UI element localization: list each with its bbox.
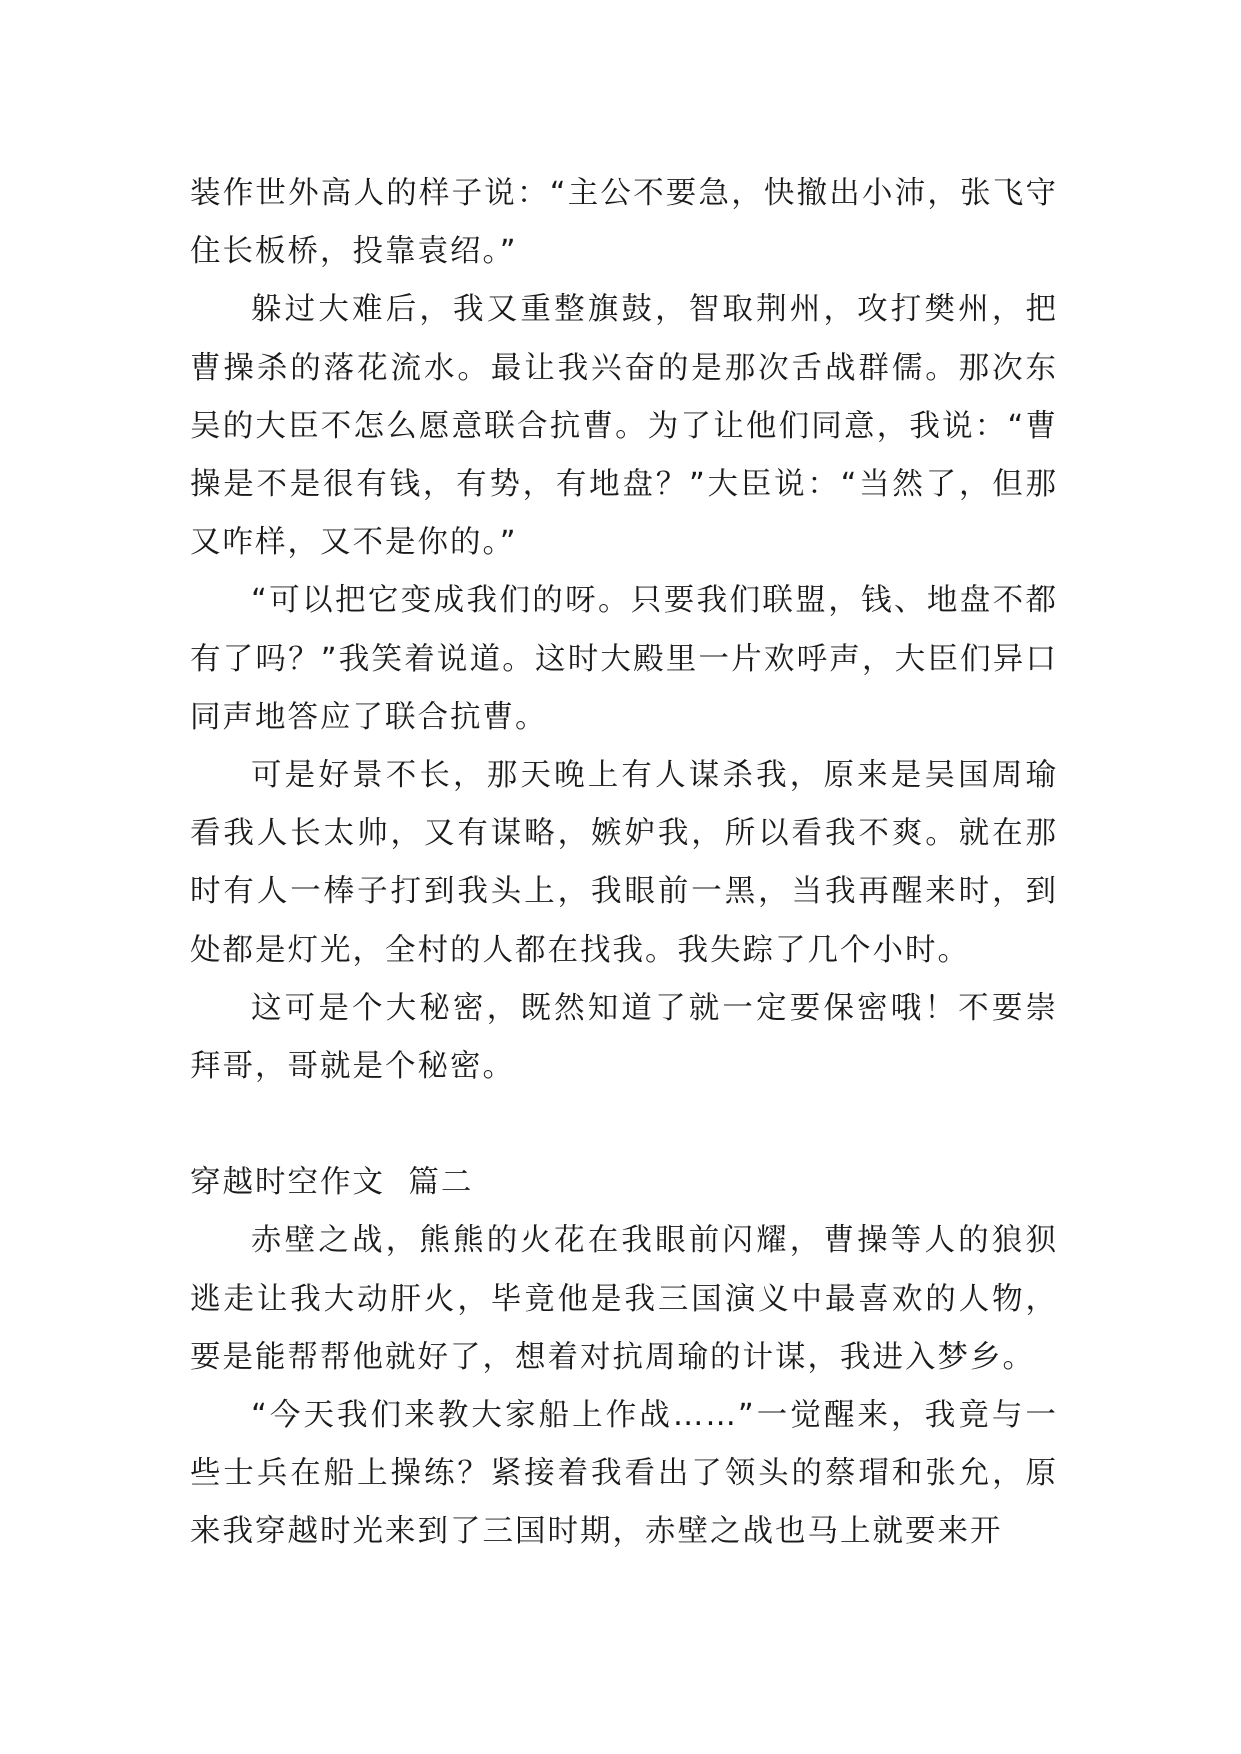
paragraph: 这可是个大秘密，既然知道了就一定要保密哦！不要崇拜哥，哥就是个秘密。 — [190, 990, 1058, 1085]
paragraph: 可是好景不长，那天晚上有人谋杀我，原来是吴国周瑜看我人长太帅，又有谋略，嫉妒我，所以看我不爽。就在那时有人一棒子打到我头上，我眼前一黑，当我再醒来时，到处都是灯光，全村的人都在找我。我失踪了几个小时。 — [190, 758, 1058, 968]
section-spacer — [190, 1096, 1058, 1154]
paragraph: “今天我们来教大家船上作战……”一觉醒来，我竟与一些士兵在船上操练？紧接着我看出了领头的蔡瑁和张允，原来我穿越时光来到了三国时期，赤壁之战也马上就要来开 — [190, 1398, 1058, 1550]
document-body — [190, 165, 1058, 1562]
section-title: 穿越时空作文 篇二 — [190, 1165, 474, 1201]
paragraph: “可以把它变成我们的呀。只要我们联盟，钱、地盘不都有了吗？”我笑着说道。这时大殿里一片欢呼声，大臣们异口同声地答应了联合抗曹。 — [190, 583, 1058, 735]
paragraph: 装作世外高人的样子说：“主公不要急，快撤出小沛，张飞守住长板桥，投靠袁绍。” — [190, 176, 1058, 270]
paragraph: 躲过大难后，我又重整旗鼓，智取荆州，攻打樊州，把曹操杀的落花流水。最让我兴奋的是那次舌战群儒。那次东吴的大臣不怎么愿意联合抗曹。为了让他们同意，我说：“曹操是不是很有钱，有势，有地盘？”大臣说：“当然了，但那又咋样，又不是你的。” — [190, 292, 1058, 561]
paragraph: 赤壁之战，熊熊的火花在我眼前闪耀，曹操等人的狼狈逃走让我大动肝火，毕竟他是我三国演义中最喜欢的人物，要是能帮帮他就好了，想着对抗周瑜的计谋，我进入梦乡。 — [190, 1223, 1058, 1375]
